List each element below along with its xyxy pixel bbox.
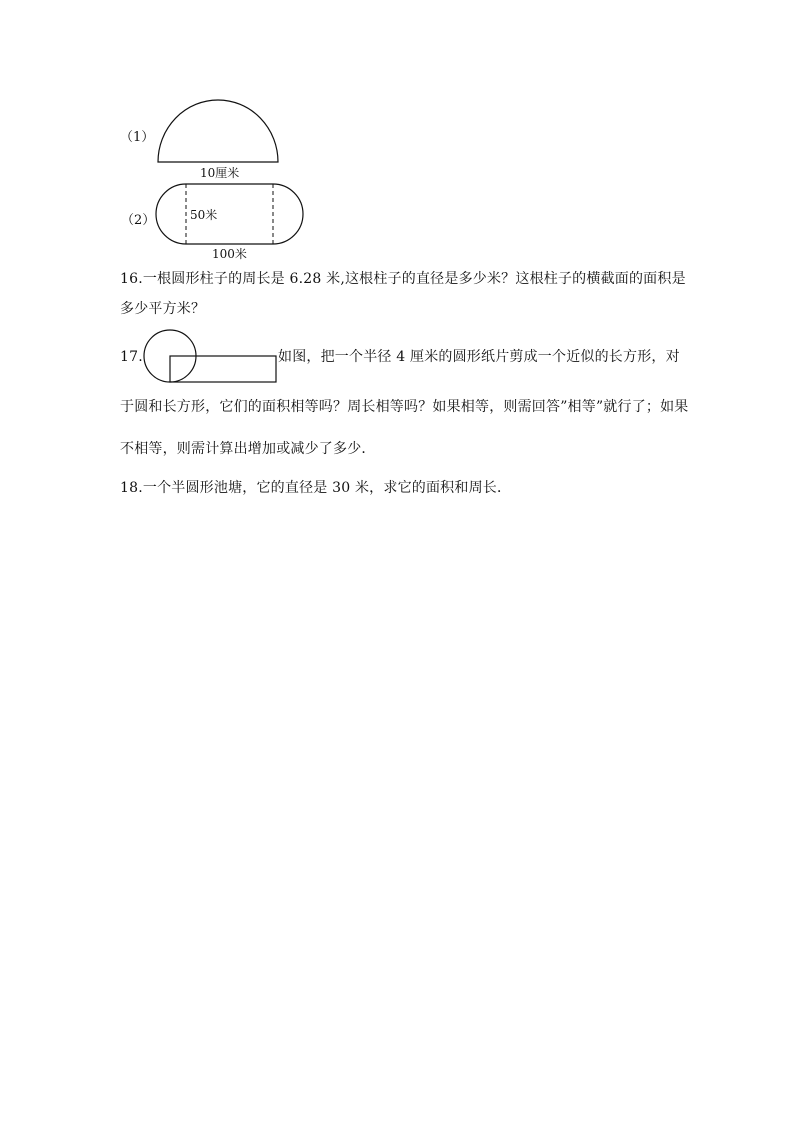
question-18-line-1: 18.一个半圆形池塘，它的直径是 30 米，求它的面积和周长． [120,480,512,496]
figure-2-track-shape [155,183,305,245]
figure-2-length-label: 100米 [212,247,247,261]
figure-1-label: （1） [120,130,155,145]
figure-1-diameter-label: 10厘米 [200,166,240,180]
question-17-line-1: 如图，把一个半径 4 厘米的圆形纸片剪成一个近似的长方形，对 [278,349,680,365]
question-16-line-1: 16.一根圆形柱子的周长是 6.28 米,这根柱子的直径是多少米？这根柱子的横截面的面积是 [120,271,686,287]
figure-2-label: （2） [121,213,156,228]
question-16-line-2: 多少平方米？ [120,301,206,317]
figure-1-semicircle [157,99,279,163]
question-17-number: 17. [120,349,143,365]
question-17-circle-rectangle-figure [143,329,279,385]
question-17-line-3: 不相等，则需计算出增加或减少了多少． [120,441,376,457]
figure-2-height-label: 50米 [190,208,218,222]
question-17-line-2: 于圆和长方形，它们的面积相等吗？周长相等吗？如果相等，则需回答”相等”就行了；如果 [120,399,689,415]
